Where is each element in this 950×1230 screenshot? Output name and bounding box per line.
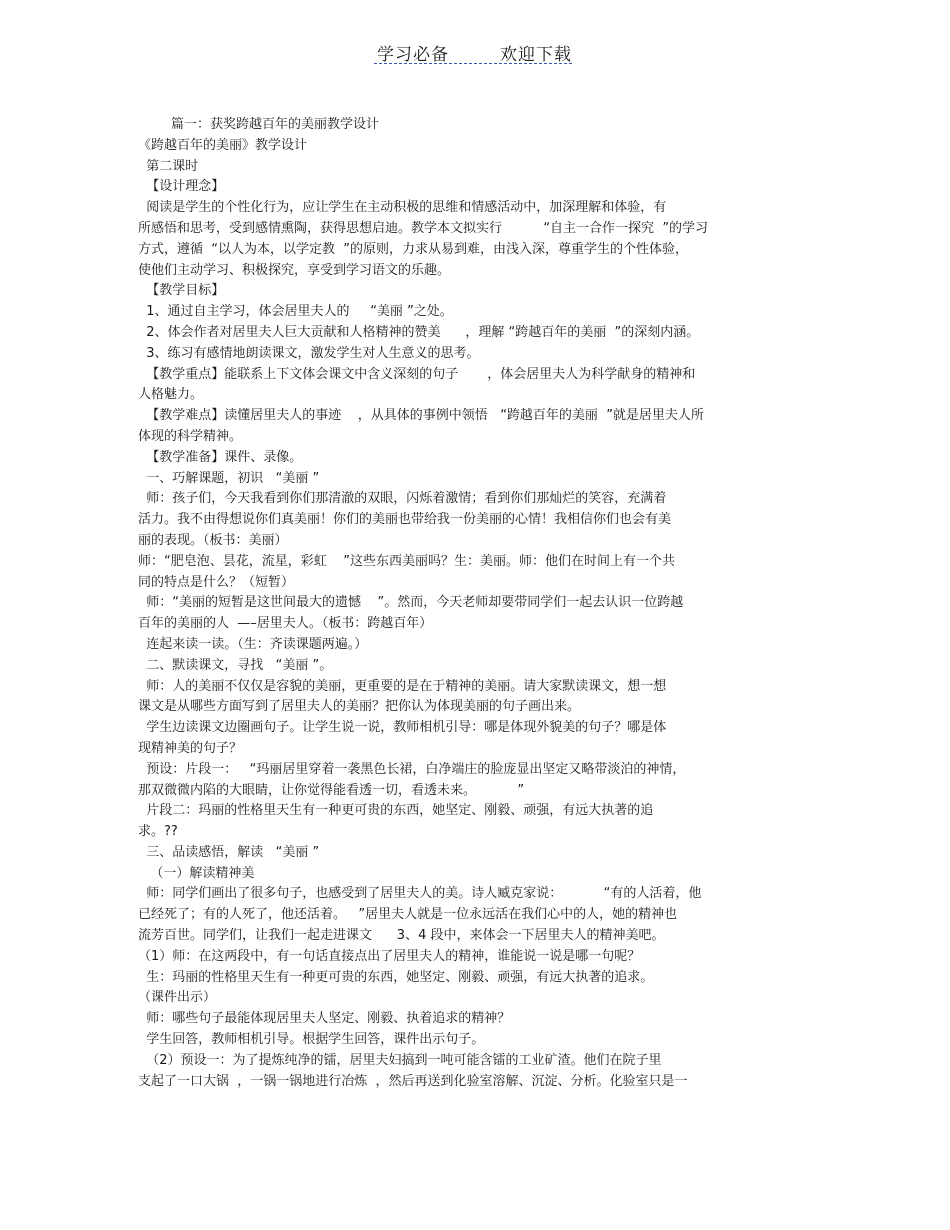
text-line: （课件出示） bbox=[138, 990, 217, 1006]
text-line: 人格魅力。 bbox=[138, 387, 204, 403]
text-line: 学生边读课文边圈画句子。让学生说一说，教师相机引导：哪是体现外貌美的句子？哪是体 bbox=[138, 720, 667, 736]
text-line: （一）解读精神美 bbox=[138, 865, 255, 881]
text-line: 一、巧解课题，初识 “美丽 ” bbox=[138, 470, 320, 486]
text-line: 三、品读感悟，解读 “美丽 ” bbox=[138, 844, 320, 860]
text-line: 流芳百世。同学们，让我们一起走进课文 3、4 段中，来体会一下居里夫人的精神美吧。 bbox=[138, 928, 665, 944]
text-line: 师：孩子们，今天我看到你们那清澈的双眼，闪烁着激情；看到你们那灿烂的笑容，充满着 bbox=[138, 491, 667, 507]
text-line: （2）预设一：为了提炼纯净的镭，居里夫妇搞到一吨可能含镭的工业矿渣。他们在院子里 bbox=[138, 1052, 662, 1068]
text-line: 师：哪些句子最能体现居里夫人坚定、刚毅、执着追求的精神？ bbox=[138, 1011, 511, 1027]
text-line: 所感悟和思考，受到感情熏陶，获得思想启迪。教学本文拟实行 “自主一合作一探究 ”的学习 bbox=[138, 220, 709, 236]
text-line: 【教学目标】 bbox=[138, 283, 225, 299]
text-line: 师：“肥皂泡、昙花，流星，彩虹 ”这些东西美丽吗？生：美丽。师：他们在时间上有一个共 bbox=[138, 553, 675, 569]
text-line: 百年的美丽的人 —–居里夫人。（板书：跨越百年） bbox=[138, 616, 433, 632]
text-line: 阅读是学生的个性化行为，应让学生在主动积极的思维和情感活动中，加深理解和体验，有 bbox=[138, 200, 667, 216]
text-line: （1）师：在这两段中，有一句话直接点出了居里夫人的精神，谁能说一说是哪一句呢？ bbox=[138, 948, 641, 964]
text-line: 体现的科学精神。 bbox=[138, 428, 243, 444]
text-line: 生：玛丽的性格里天生有一种更可贵的东西，她坚定、刚毅、顽强，有远大执著的追求。 bbox=[138, 969, 654, 985]
text-line: 使他们主动学习、积极探究，享受到学习语文的乐趣。 bbox=[138, 262, 451, 278]
text-line: 方式，遵循 “以人为本，以学定教 ”的原则，力求从易到难，由浅入深，尊重学生的个性体验， bbox=[138, 241, 688, 257]
text-line: 那双微微内陷的大眼睛，让你觉得能看透一切，看透未来。 ” bbox=[138, 782, 525, 798]
text-line: 已经死了；有的人死了，他还活着。 ”居里夫人就是一位永远活在我们心中的人，她的精神也 bbox=[138, 907, 678, 923]
text-line: 活力。我不由得想说你们真美丽！你们的美丽也带给我一份美丽的心情！我相信你们也会有美 bbox=[138, 512, 672, 528]
page-header bbox=[0, 40, 950, 66]
text-line: 二、默读课文，寻找 “美丽 ”。 bbox=[138, 657, 333, 673]
header-left-text: 学习必备 bbox=[377, 45, 449, 65]
text-line: 第二课时 bbox=[138, 158, 199, 174]
text-line: 同的特点是什么？（短暂） bbox=[138, 574, 295, 590]
text-line: 3、练习有感情地朗读课文，激发学生对人生意义的思考。 bbox=[138, 345, 480, 361]
text-line: 师：同学们画出了很多句子，也感受到了居里夫人的美。诗人臧克家说： “有的人活着，他 bbox=[138, 886, 702, 902]
text-line: 【设计理念】 bbox=[138, 179, 225, 195]
text-line: 1、通过自主学习，体会居里夫人的 “美丽 ”之处。 bbox=[138, 304, 453, 320]
text-line: 师：“美丽的短暂是这世间最大的遗憾 ”。然而，今天老师却要带同学们一起去认识一位跨越 bbox=[138, 595, 684, 611]
text-line: 现精神美的句子？ bbox=[138, 740, 243, 756]
header-right-text: 欢迎下载 bbox=[500, 45, 572, 65]
text-line: 篇一：获奖跨越百年的美丽教学设计 bbox=[138, 117, 380, 132]
text-line: 支起了一口大锅 ，一锅一锅地进行冶炼 ，然后再送到化验室溶解、沉淀、分析。化验室只是一 bbox=[138, 1073, 688, 1089]
text-line: 【教学准备】课件、录像。 bbox=[138, 449, 303, 465]
header-underline bbox=[374, 63, 572, 64]
text-line: 连起来读一读。（生：齐读课题两遍。） bbox=[138, 636, 368, 652]
text-line: 师：人的美丽不仅仅是容貌的美丽，更重要的是在于精神的美丽。请大家默读课文，想一想 bbox=[138, 678, 667, 694]
text-line: 【教学重点】能联系上下文体会课文中含义深刻的句子 ，体会居里夫人为科学献身的精神和 bbox=[138, 366, 696, 382]
text-line: 2、体会作者对居里夫人巨大贡献和人格精神的赞美 ，理解 “跨越百年的美丽 ”的深刻内涵。 bbox=[138, 324, 700, 340]
text-line: 学生回答，教师相机引导。根据学生回答，课件出示句子。 bbox=[138, 1032, 485, 1048]
text-line: 片段二：玛丽的性格里天生有一种更可贵的东西，她坚定、刚毅、顽强，有远大执著的追 bbox=[138, 803, 654, 819]
text-line: 【教学难点】读懂居里夫人的事迹 ，从具体的事例中领悟 “跨越百年的美丽 ”就是居里夫人所 bbox=[138, 408, 704, 424]
text-line: 《跨越百年的美丽》教学设计 bbox=[138, 137, 308, 153]
text-line: 丽的表现。（板书：美丽） bbox=[138, 532, 288, 548]
text-line: 预设：片段一： “玛丽居里穿着一袭黑色长裙，白净端庄的脸庞显出坚定又略带淡泊的神情， bbox=[138, 761, 686, 777]
text-line: 求。?? bbox=[138, 824, 178, 840]
text-line: 课文是从哪些方面写到了居里夫人的美丽？把你认为体现美丽的句子画出来。 bbox=[138, 699, 581, 715]
document-body bbox=[138, 115, 798, 1092]
